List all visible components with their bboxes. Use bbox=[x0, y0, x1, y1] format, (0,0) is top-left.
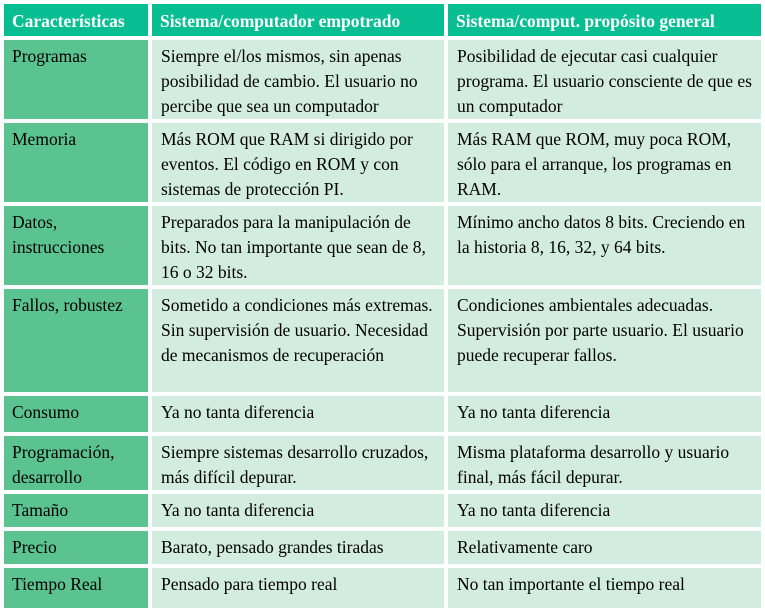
cell-general: Ya no tanta diferencia bbox=[448, 396, 761, 432]
header-row bbox=[4, 4, 761, 36]
row-label: Datos, instrucciones bbox=[4, 206, 148, 285]
header-sistema-empotrado: Sistema/computador empotrado bbox=[152, 4, 444, 36]
cell-embedded: Pensado para tiempo real bbox=[152, 568, 444, 608]
header-caracteristicas: Características bbox=[4, 4, 148, 36]
cell-embedded: Siempre el/los mismos, sin apenas posibilidad de cambio. El usuario no percibe que sea un computador bbox=[152, 40, 444, 119]
row-label: Tiempo Real bbox=[4, 568, 148, 608]
row-label: Memoria bbox=[4, 123, 148, 202]
table-row bbox=[4, 206, 761, 285]
table-row bbox=[4, 396, 761, 432]
cell-embedded: Preparados para la manipulación de bits. No tan importante que sean de 8, 16 o 32 bits. bbox=[152, 206, 444, 285]
cell-general: Misma plataforma desarrollo y usuario final, más fácil depurar. bbox=[448, 436, 761, 490]
row-label: Programación, desarrollo bbox=[4, 436, 148, 490]
table-row bbox=[4, 436, 761, 490]
row-label: Programas bbox=[4, 40, 148, 119]
cell-embedded: Sometido a condiciones más extremas. Sin supervisión de usuario. Necesidad de mecanismos de recuperación bbox=[152, 289, 444, 392]
header-sistema-general: Sistema/comput. propósito general bbox=[448, 4, 761, 36]
table-row bbox=[4, 123, 761, 202]
table-row bbox=[4, 568, 761, 608]
cell-embedded: Barato, pensado grandes tiradas bbox=[152, 531, 444, 564]
table-row bbox=[4, 289, 761, 392]
cell-general: Condiciones ambientales adecuadas. Supervisión por parte usuario. El usuario puede recuperar fallos. bbox=[448, 289, 761, 392]
table-row bbox=[4, 531, 761, 564]
cell-general: Más RAM que ROM, muy poca ROM, sólo para el arranque, los programas en RAM. bbox=[448, 123, 761, 202]
row-label: Consumo bbox=[4, 396, 148, 432]
cell-general: Mínimo ancho datos 8 bits. Creciendo en la historia 8, 16, 32, y 64 bits. bbox=[448, 206, 761, 285]
row-label: Tamaño bbox=[4, 494, 148, 527]
table-row bbox=[4, 494, 761, 527]
cell-general: Relativamente caro bbox=[448, 531, 761, 564]
cell-embedded: Ya no tanta diferencia bbox=[152, 494, 444, 527]
cell-embedded: Siempre sistemas desarrollo cruzados, más difícil depurar. bbox=[152, 436, 444, 490]
cell-general: No tan importante el tiempo real bbox=[448, 568, 761, 608]
row-label: Precio bbox=[4, 531, 148, 564]
cell-embedded: Más ROM que RAM si dirigido por eventos. El código en ROM y con sistemas de protección PI. bbox=[152, 123, 444, 202]
row-label: Fallos, robustez bbox=[4, 289, 148, 392]
cell-general: Ya no tanta diferencia bbox=[448, 494, 761, 527]
cell-embedded: Ya no tanta diferencia bbox=[152, 396, 444, 432]
cell-general: Posibilidad de ejecutar casi cualquier programa. El usuario consciente de que es un computador bbox=[448, 40, 761, 119]
table-row bbox=[4, 40, 761, 119]
